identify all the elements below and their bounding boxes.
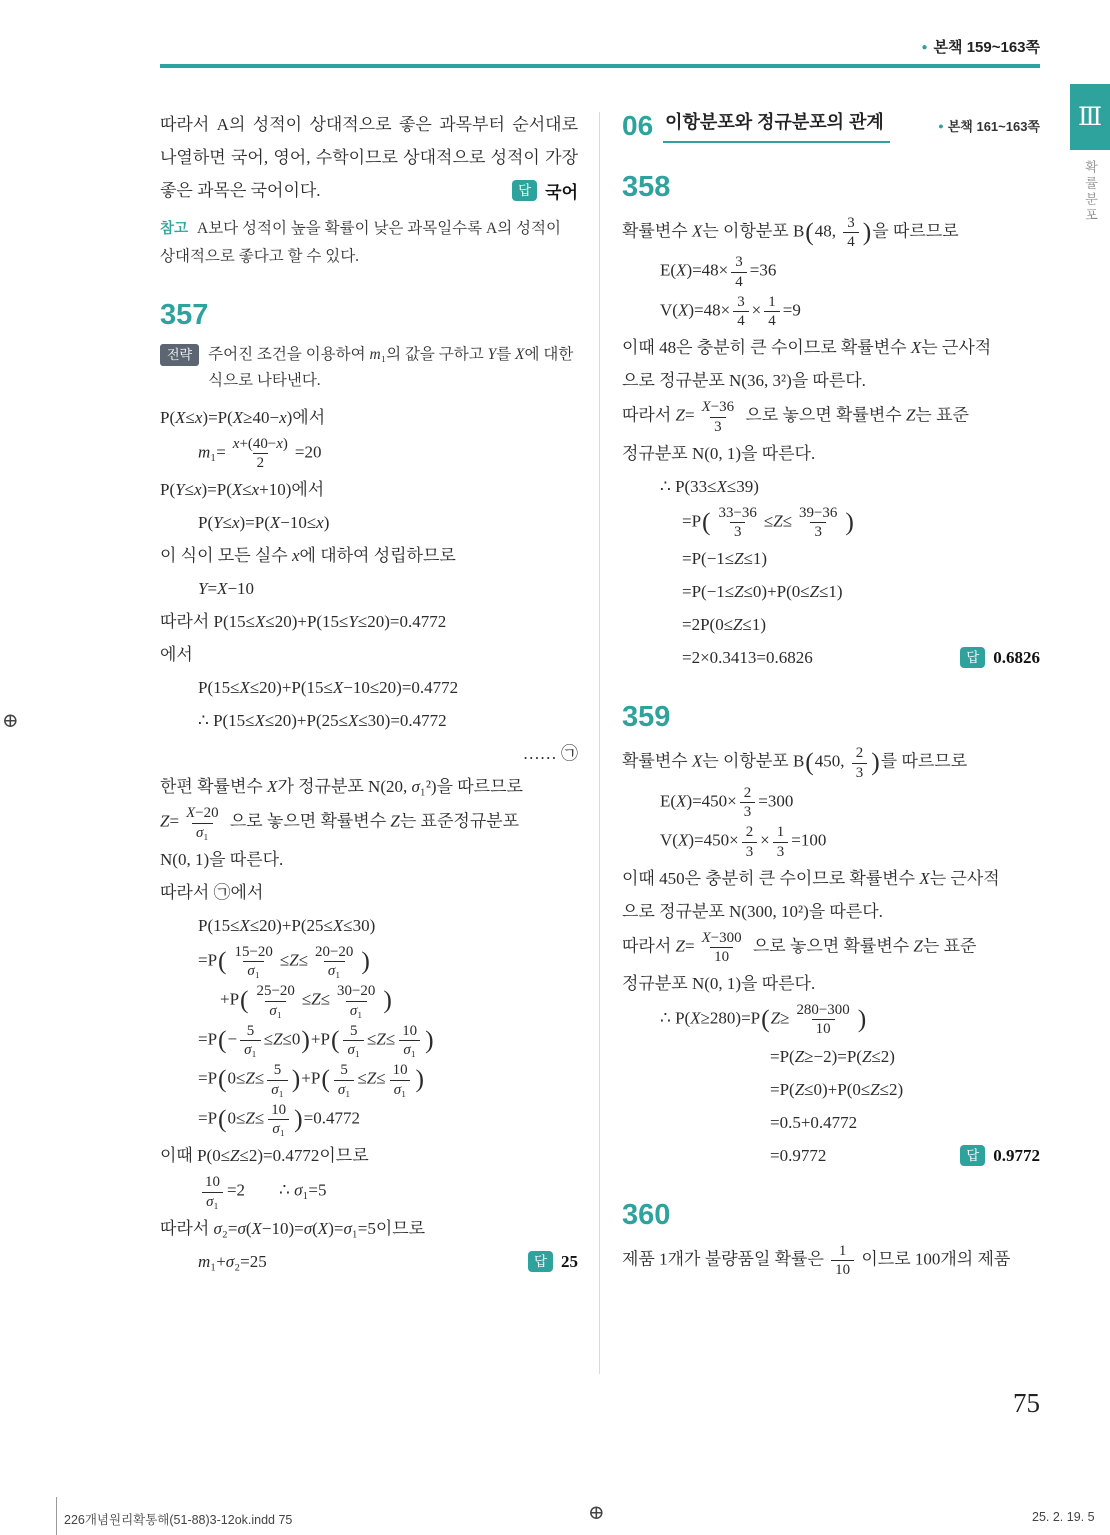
math-line (160, 844, 578, 875)
math-text: 이때 P(0≤Z≤2)=0.4772이므로 (160, 1146, 369, 1166)
math-text: m₁+σ₂=25 (198, 1251, 267, 1271)
math-line (160, 402, 578, 433)
big-paren-open: ( (702, 506, 711, 536)
section-ref-text: 본책 161~163쪽 (947, 119, 1040, 134)
math-line (160, 1061, 578, 1098)
big-paren-close: ) (301, 1024, 310, 1054)
fraction: $\frac{x+(40-x)}{2}$ (232, 436, 288, 472)
answer-value: 국어 (545, 183, 578, 202)
math-line (622, 744, 1040, 781)
fraction: $\frac{1}{4}$ (764, 293, 779, 330)
math-text: =P(0≤Z≤ $\frac{10}{\text{σ₁}}$ )=0.4772 (198, 1101, 360, 1138)
book-ref-text: 본책 159~163쪽 (933, 39, 1040, 56)
math-text: =P(−1≤Z≤1) (682, 549, 768, 569)
math-line (622, 504, 1040, 541)
fraction: $\frac{X-36}{3}$ (701, 399, 735, 435)
math-text: 이때 450은 충분히 큰 수이므로 확률변수 X는 근사적 (622, 868, 1000, 888)
math-line (622, 863, 1040, 894)
math-line (160, 672, 578, 703)
fraction: $\frac{X-300}{10}$ (701, 929, 742, 965)
math-text: V(X)=48× $\frac{3}{4}$ × $\frac{1}{4}$ =9 (660, 293, 801, 330)
math-text: 으로 정규분포 N(300, 10²)을 따른다. (622, 901, 883, 921)
math-text: =P(Z≤0)+P(0≤Z≤2) (770, 1079, 904, 1099)
math-text: $\frac{10}{\text{σ₁}}$ =2 ∴ σ₁=5 (198, 1173, 327, 1210)
math-line (160, 771, 578, 802)
math-line (622, 332, 1040, 363)
page-number: 75 (1013, 1388, 1040, 1418)
footer-filename: 226개념원리확통해(51-88)3-12ok.indd 75 (64, 1513, 293, 1527)
fraction: $\frac{5}{\text{σ₁}}$ (343, 1022, 364, 1059)
math-text: 확률변수 X는 이항분포 B(48, $\frac{3}{4}$ )을 따르므로 (622, 215, 959, 251)
math-line (160, 1213, 578, 1244)
answer-group (500, 178, 578, 203)
math-text: =P(−1≤Z≤0)+P(0≤Z≤1) (682, 582, 843, 602)
math-text: Y=X−10 (198, 579, 255, 599)
math-line (622, 1107, 1040, 1138)
big-paren-close: ) (383, 985, 392, 1015)
answer-chip: 답 (528, 1251, 553, 1272)
math-text: 따라서 σ₂=σ(X−10)=σ(X)=σ₁=5이므로 (160, 1218, 426, 1238)
registration-mark-bottom-icon: ⊕ (588, 1502, 605, 1524)
footer-date: 25. 2. 19. 5 (1032, 1510, 1095, 1524)
math-line (622, 438, 1040, 469)
math-text: E(X)=450× $\frac{2}{3}$ =300 (660, 784, 794, 821)
answer-group (948, 643, 1040, 672)
big-paren-open: ( (218, 1064, 227, 1094)
problem-number: 357 (160, 299, 209, 331)
math-line (160, 910, 578, 941)
big-paren-open: ( (218, 1103, 227, 1133)
math-text: …… ㉠ (522, 744, 578, 764)
math-line (622, 471, 1040, 502)
answer-group (948, 1141, 1040, 1170)
math-line (160, 982, 578, 1019)
solution-steps (160, 402, 578, 1277)
math-line (622, 1140, 1040, 1171)
answer-group (516, 1247, 578, 1276)
math-text: 따라서 Z= $\frac{X-36}{3}$ 으로 놓으면 확률변수 Z는 표준 (622, 399, 969, 435)
math-line (160, 474, 578, 505)
math-text: 따라서 P(15≤X≤20)+P(15≤Y≤20)=0.4772 (160, 612, 447, 632)
math-line (160, 705, 578, 736)
math-text: 이때 48은 충분히 큰 수이므로 확률변수 X는 근사적 (622, 338, 992, 358)
column-divider (599, 112, 600, 1374)
fraction: $\frac{33-36}{3}$ (718, 504, 757, 541)
big-paren-open: ( (805, 216, 814, 246)
big-paren-open: ( (330, 1024, 340, 1054)
solution-steps (622, 1242, 1040, 1279)
solution-steps (622, 744, 1040, 1170)
fraction: $\frac{30-20}{\text{σ₁}}$ (337, 983, 376, 1019)
math-line (622, 929, 1040, 966)
big-paren-open: ( (321, 1064, 330, 1094)
problem-number: 359 (622, 701, 671, 734)
math-line (160, 1140, 578, 1171)
math-text: 확률변수 X는 이항분포 B(450, $\frac{2}{3}$ )를 따르므로 (622, 745, 968, 781)
fraction: $\frac{3}{4}$ (731, 253, 746, 290)
math-text: N(0, 1)을 따른다. (160, 849, 284, 869)
math-text: =P( $\frac{33-36}{3}$ ≤Z≤ $\frac{39-36}{3}$ ) (682, 504, 854, 541)
fraction: $\frac{10}{\text{σ₁}}$ (389, 1061, 412, 1098)
math-text: =P( $\frac{15-20}{\text{σ₁}}$ ≤Z≤ $\frac{20-20}{\text{σ₁}}$ ) (198, 943, 370, 980)
big-paren-close: ) (862, 216, 872, 246)
problem-number: 360 (622, 1198, 671, 1231)
math-text: P(15≤X≤20)+P(25≤X≤30) (198, 915, 376, 935)
answer-value: 0.6826 (993, 648, 1040, 668)
fraction: $\frac{25-20}{\text{σ₁}}$ (256, 983, 295, 1019)
math-text: =P(Z≥−2)=P(Z≤2) (770, 1046, 895, 1066)
fraction: $\frac{5}{\text{σ₁}}$ (334, 1061, 355, 1098)
math-line (160, 1101, 578, 1138)
big-paren-close: ) (294, 1103, 303, 1133)
math-line (160, 573, 578, 604)
fraction: $\frac{5}{\text{σ₁}}$ (240, 1022, 261, 1059)
math-line (160, 804, 578, 841)
math-text: P(X≤x)=P(X≥40−x)에서 (160, 408, 326, 427)
math-text: =0.9772 (770, 1145, 827, 1165)
math-line (622, 784, 1040, 821)
math-line (622, 1242, 1040, 1279)
big-paren-close: ) (857, 1003, 867, 1033)
math-text: Z= $\frac{X-20}{\text{σ₁}}$ 으로 놓으면 확률변수 Z는 표준정규분포 (160, 805, 520, 841)
math-line (622, 823, 1040, 860)
math-text: 정규분포 N(0, 1)을 따른다. (622, 443, 816, 463)
math-line (622, 214, 1040, 251)
column-right (622, 108, 1040, 1281)
math-line (622, 642, 1040, 673)
header-rule (160, 64, 1040, 68)
math-line (622, 293, 1040, 330)
column-left (160, 108, 578, 1279)
bullet-icon: ● (938, 121, 944, 131)
math-line (160, 1173, 578, 1210)
big-paren-open: ( (240, 985, 249, 1015)
strategy-label: 전략 (160, 344, 199, 366)
big-paren-open: ( (218, 945, 227, 975)
answer-chip: 답 (960, 647, 985, 668)
big-paren-close: ) (845, 506, 854, 536)
big-paren-close: ) (361, 945, 370, 975)
math-text: 으로 정규분포 N(36, 3²)을 따른다. (622, 371, 866, 391)
answer-value: 0.9772 (993, 1145, 1040, 1165)
big-paren-open: ( (805, 747, 814, 777)
math-text: =P(− $\frac{5}{\text{σ₁}}$ ≤Z≤0)+P( $\frac{5}{\text{σ₁}}$ ≤Z≤ $\frac{10}{\text{σ₁}}$ ) (198, 1022, 434, 1059)
note-text: A보다 성적이 높을 확률이 낮은 과목일수록 A의 성적이 상대적으로 좋다고 할 수 있다. (160, 220, 561, 265)
big-paren-close: ) (425, 1024, 434, 1054)
math-text: 제품 1개가 불량품일 확률은 $\frac{1}{10}$ 이므로 100개의 제품 (622, 1242, 1011, 1278)
math-text: 따라서 Z= $\frac{X-300}{10}$ 으로 놓으면 확률변수 Z는 표준 (622, 929, 977, 965)
solution-paragraph: 따라서 A의 성적이 상대적으로 좋은 과목부터 순서대로 나열하면 국어, 영어, 수학이므로 상대적으로 성적이 가장 좋은 과목은 국어이다. (160, 115, 578, 200)
fraction: $\frac{280-300}{10}$ (796, 1002, 850, 1038)
answer-chip: 답 (512, 180, 537, 201)
big-paren-close: ) (291, 1064, 301, 1094)
math-line (160, 606, 578, 637)
fraction: $\frac{3}{4}$ (843, 214, 858, 251)
fraction: $\frac{20-20}{\text{σ₁}}$ (315, 943, 354, 980)
fraction: $\frac{10}{\text{σ₁}}$ (201, 1173, 224, 1210)
problem-number: 358 (622, 171, 671, 203)
math-line (160, 1246, 578, 1277)
math-line (622, 896, 1040, 927)
fraction: $\frac{2}{3}$ (852, 744, 867, 781)
math-line (622, 1001, 1040, 1038)
math-line (160, 435, 578, 472)
strategy-text: 주어진 조건을 이용하여 m₁의 값을 구하고 Y를 X에 대한 식으로 나타낸다. (208, 346, 574, 389)
math-text: ∴ P(33≤X≤39) (660, 476, 759, 496)
math-text: +P( $\frac{25-20}{\text{σ₁}}$ ≤Z≤ $\frac{30-20}{\text{σ₁}}$ ) (220, 983, 392, 1019)
math-text: P(Y≤x)=P(X−10≤x) (198, 513, 330, 533)
fraction: $\frac{1}{10}$ (831, 1242, 854, 1279)
math-line (160, 540, 578, 571)
math-line (160, 507, 578, 538)
math-line (160, 639, 578, 670)
math-line (622, 1074, 1040, 1105)
math-line (160, 738, 578, 769)
fraction: $\frac{5}{\text{σ₁}}$ (267, 1061, 288, 1098)
math-text: P(Y≤x)=P(X≤x+10)에서 (160, 480, 325, 500)
big-paren-open: ( (218, 1024, 227, 1054)
fraction: $\frac{10}{\text{σ₁}}$ (398, 1022, 421, 1059)
math-text: =P(0≤Z≤ $\frac{5}{\text{σ₁}}$ )+P( $\frac{5}{\text{σ₁}}$ ≤Z≤ $\frac{10}{\text{σ₁}}$ ) (198, 1062, 425, 1098)
crop-mark (56, 1497, 57, 1535)
section-header (622, 108, 1040, 143)
fraction: $\frac{10}{\text{σ₁}}$ (267, 1101, 290, 1138)
note-block (160, 215, 578, 271)
math-text: V(X)=450× $\frac{2}{3}$ × $\frac{1}{3}$ =100 (660, 824, 827, 860)
math-text: 정규분포 N(0, 1)을 따른다. (622, 974, 816, 994)
chapter-tab: Ⅲ (1070, 84, 1110, 150)
big-paren-open: ( (761, 1003, 770, 1033)
math-text: 따라서 ㉠에서 (160, 882, 264, 902)
math-line (622, 609, 1040, 640)
answer-value: 25 (561, 1251, 578, 1271)
math-text: 에서 (160, 645, 193, 665)
math-text: 이 식이 모든 실수 x에 대하여 성립하므로 (160, 546, 456, 566)
fraction: $\frac{3}{4}$ (733, 293, 748, 330)
math-line (622, 1041, 1040, 1072)
fraction: $\frac{39-36}{3}$ (799, 504, 838, 541)
section-book-ref (938, 116, 1040, 143)
math-line (622, 253, 1040, 290)
math-text: ∴ P(X≥280)=P(Z≥ $\frac{280-300}{10}$ ) (660, 1002, 867, 1038)
section-title: 이항분포와 정규분포의 관계 (663, 108, 890, 143)
bullet-icon: ● (921, 42, 928, 53)
math-line (160, 1022, 578, 1059)
math-text: =2P(0≤Z≤1) (682, 615, 767, 635)
math-line (622, 543, 1040, 574)
fraction: $\frac{2}{3}$ (742, 823, 757, 860)
math-line (160, 877, 578, 908)
math-text: m₁= $\frac{x+(40-x)}{2}$ =20 (198, 436, 322, 472)
big-paren-close: ) (871, 747, 880, 777)
answer-chip: 답 (960, 1145, 985, 1166)
math-line (622, 398, 1040, 435)
strategy-block (160, 342, 578, 394)
page-header-ref (640, 36, 1040, 57)
math-text: ∴ P(15≤X≤20)+P(25≤X≤30)=0.4772 (198, 711, 447, 731)
fraction: $\frac{15-20}{\text{σ₁}}$ (234, 943, 273, 980)
registration-mark-left-icon: ⊕ (2, 710, 19, 732)
fraction: $\frac{2}{3}$ (740, 784, 755, 821)
chapter-tab-label: 확률분포 (1083, 160, 1098, 224)
math-text: =0.5+0.4772 (770, 1112, 858, 1132)
math-line (160, 943, 578, 980)
math-text: 한편 확률변수 X가 정규분포 N(20, σ₁²)을 따르므로 (160, 777, 523, 797)
fraction: $\frac{X-20}{\text{σ₁}}$ (186, 805, 219, 841)
math-line (622, 968, 1040, 999)
math-text: P(15≤X≤20)+P(15≤X−10≤20)=0.4772 (198, 678, 459, 698)
note-label: 참고 (160, 221, 189, 237)
section-number: 06 (622, 110, 654, 141)
big-paren-close: ) (415, 1064, 425, 1094)
math-line (622, 576, 1040, 607)
math-line (622, 365, 1040, 396)
fraction: $\frac{1}{3}$ (773, 823, 788, 860)
solution-steps (622, 214, 1040, 673)
math-text: =2×0.3413=0.6826 (682, 648, 813, 668)
math-text: E(X)=48× $\frac{3}{4}$ =36 (660, 254, 777, 290)
